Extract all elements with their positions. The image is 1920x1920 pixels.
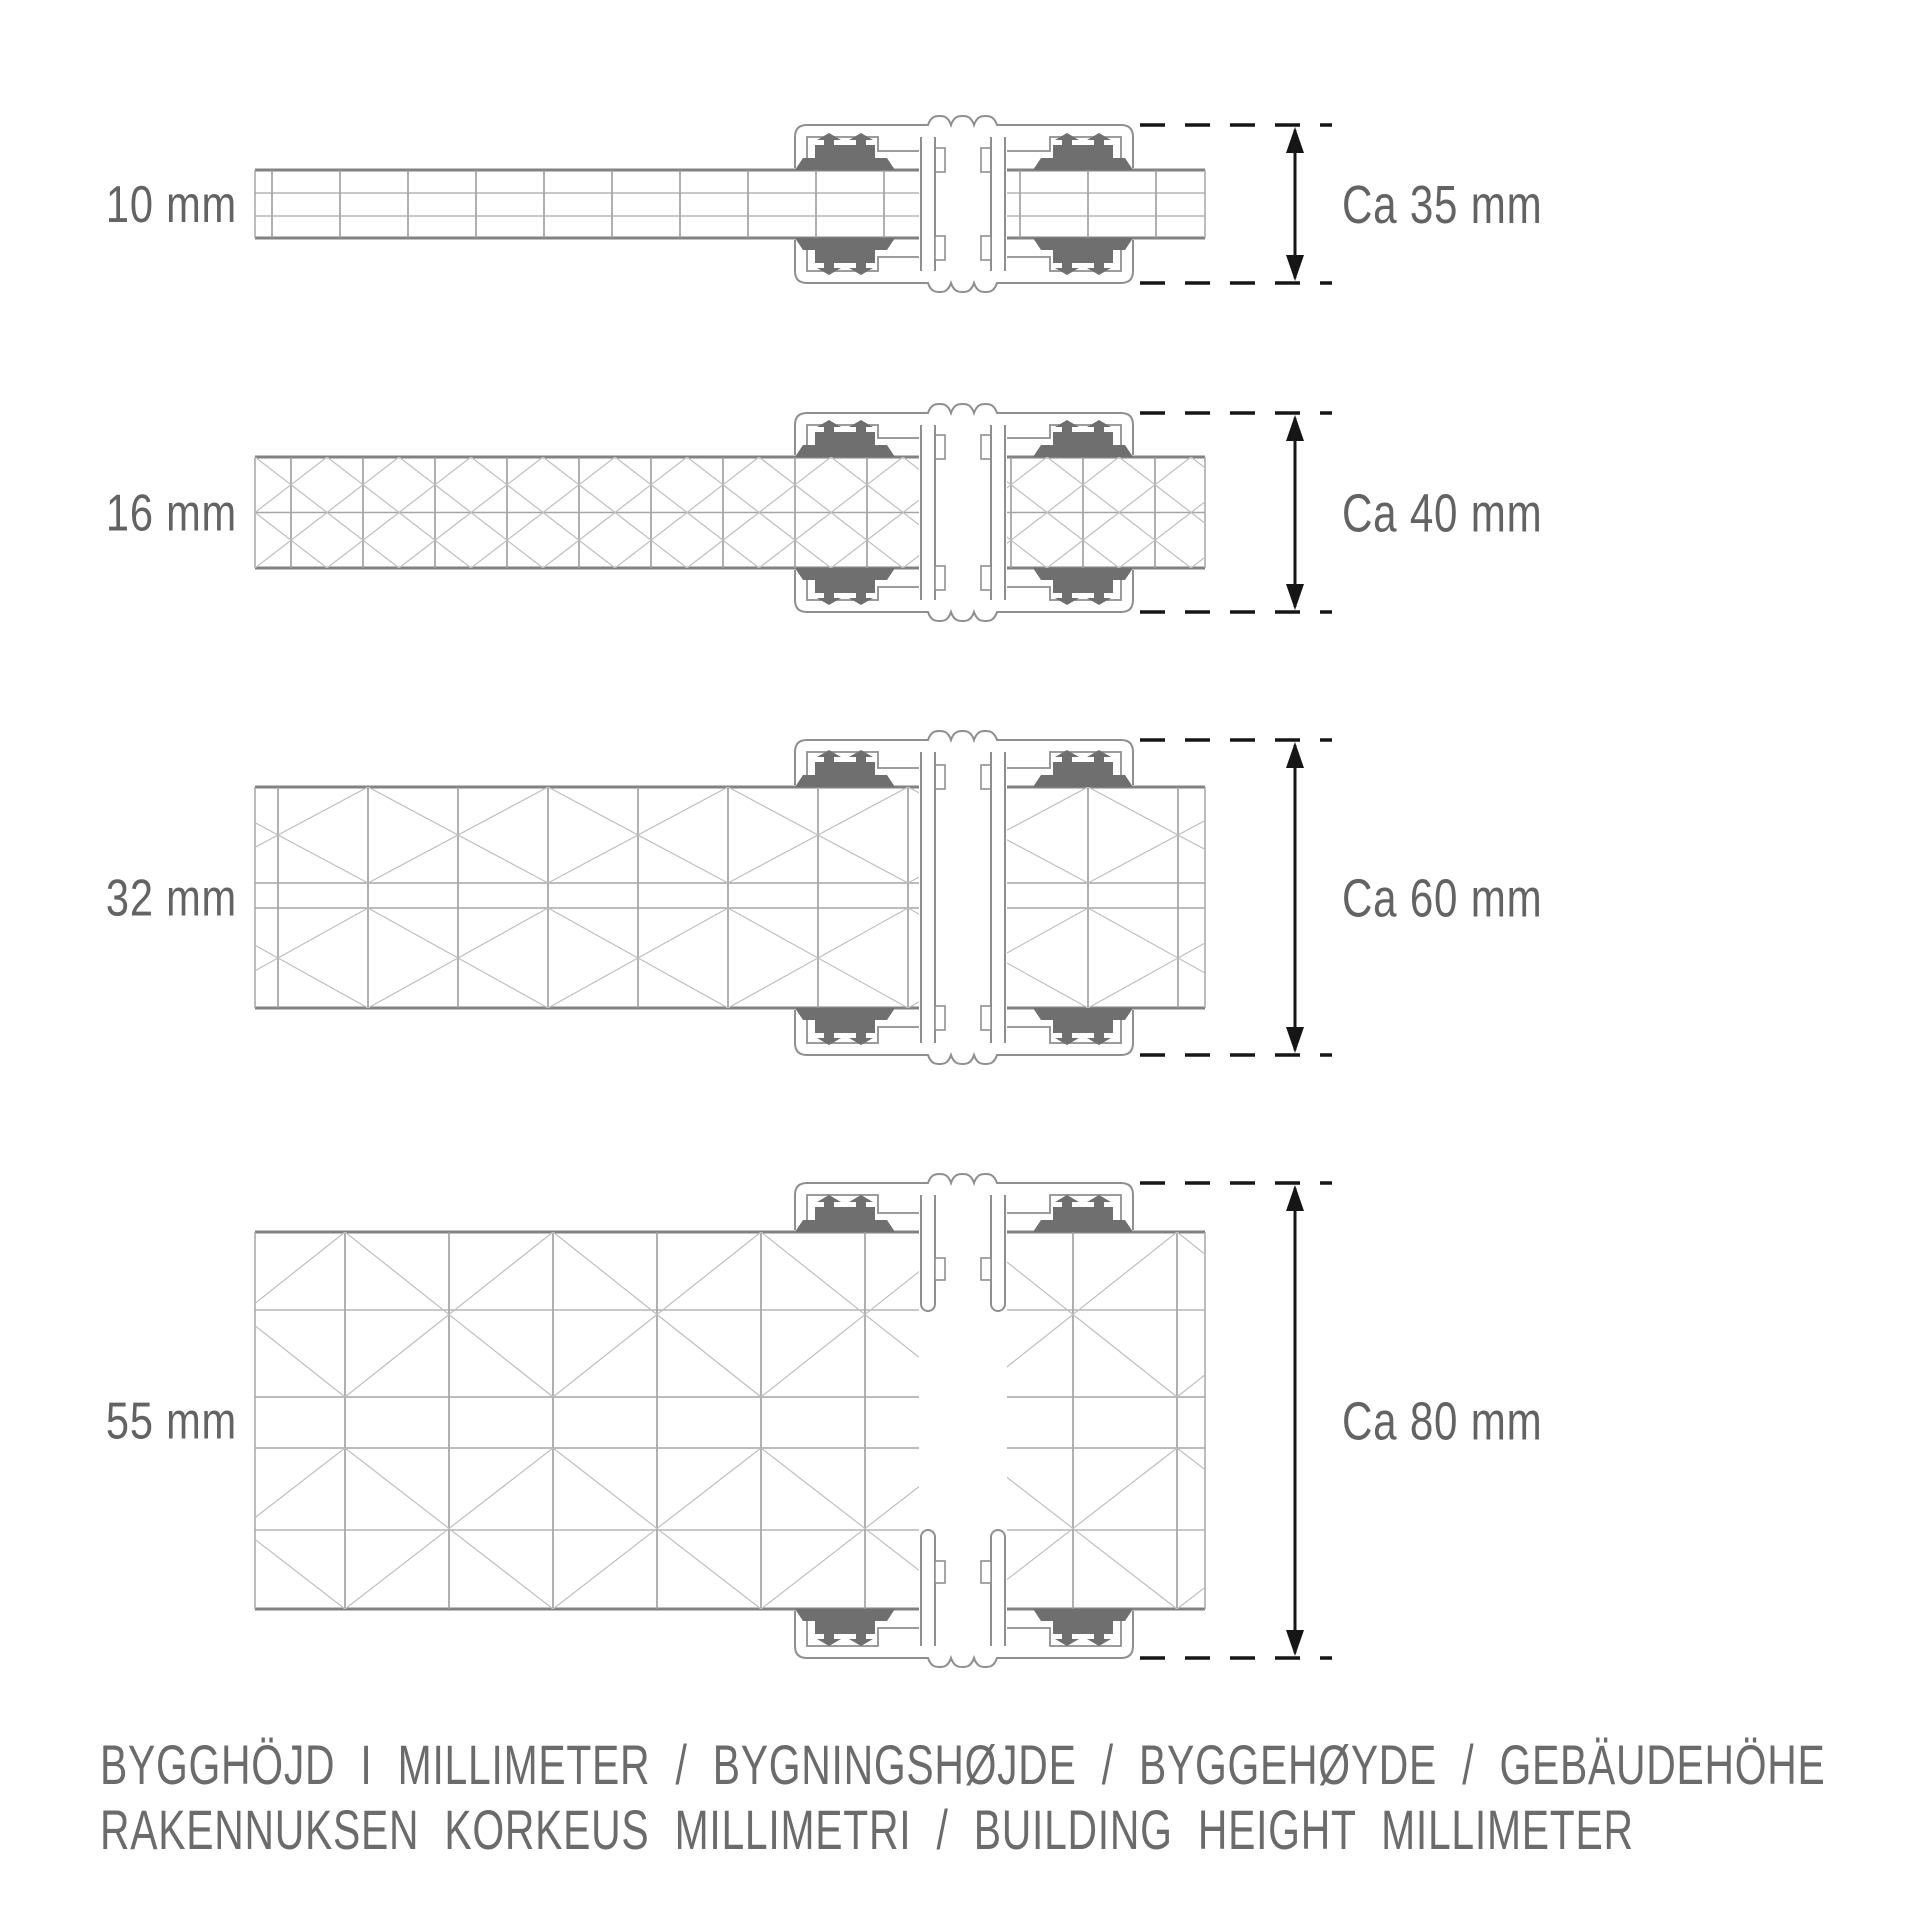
connector-profile xyxy=(795,1174,1133,1667)
screw-port xyxy=(935,1561,945,1583)
screw-port xyxy=(935,435,945,459)
building-height-label xyxy=(1342,175,1542,235)
screw-port xyxy=(935,1258,945,1280)
caption-line-2: RAKENNUKSEN KORKEUS MILLIMETRI / BUILDING HEIGHT MILLIMETER xyxy=(100,1798,1634,1861)
row-55mm xyxy=(106,1174,1543,1667)
connector-web xyxy=(921,752,1005,1043)
dimension-arrow xyxy=(1286,415,1304,610)
screw-port xyxy=(935,566,945,590)
building-height-label xyxy=(1342,484,1542,544)
panel-structure xyxy=(188,787,1268,1008)
panel-structure xyxy=(137,1232,1385,1609)
panel-thickness-label xyxy=(106,483,237,542)
panel-thickness-label xyxy=(106,868,237,927)
dimension-arrow xyxy=(1286,127,1304,281)
screw-port xyxy=(981,148,991,172)
svg-text:Ca 60 mm: Ca 60 mm xyxy=(1342,868,1543,929)
connector-profile xyxy=(795,116,1133,292)
svg-text:55 mm: 55 mm xyxy=(105,1391,238,1450)
panel-edges xyxy=(255,170,1205,238)
building-height-label xyxy=(1342,869,1542,929)
svg-text:16 mm: 16 mm xyxy=(105,483,238,542)
screw-port xyxy=(981,1258,991,1280)
dimension-arrow xyxy=(1286,742,1304,1053)
screw-port xyxy=(981,765,991,789)
screw-port xyxy=(935,236,945,260)
dimension-arrow xyxy=(1286,1185,1304,1656)
svg-text:Ca 35 mm: Ca 35 mm xyxy=(1342,175,1543,236)
row-10mm xyxy=(106,116,1543,292)
screw-port xyxy=(935,1006,945,1030)
svg-text:32 mm: 32 mm xyxy=(105,868,238,927)
screw-port xyxy=(981,1561,991,1583)
svg-text:Ca 80 mm: Ca 80 mm xyxy=(1342,1391,1543,1452)
panel-structure xyxy=(255,457,1263,568)
screw-port xyxy=(981,435,991,459)
screw-port xyxy=(981,236,991,260)
screw-port xyxy=(935,148,945,172)
screw-port xyxy=(981,566,991,590)
panel-thickness-label xyxy=(106,175,237,234)
building-height-label xyxy=(1342,1392,1542,1452)
row-32mm xyxy=(106,731,1543,1064)
panel-thickness-label xyxy=(106,1391,237,1450)
svg-text:10 mm: 10 mm xyxy=(105,174,238,234)
connector-web xyxy=(921,752,1005,1043)
caption-line-1: BYGGHÖJD I MILLIMETER / BYGNINGSHØJDE / BYGGEHØYDE / GEBÄUDEHÖHE xyxy=(100,1733,1826,1796)
panel-edges xyxy=(255,1232,1205,1609)
row-16mm xyxy=(106,404,1543,621)
screw-port xyxy=(981,1006,991,1030)
connector-profile xyxy=(795,731,1133,1064)
screw-port xyxy=(935,765,945,789)
panel-edges xyxy=(255,787,1205,1008)
svg-text:Ca 40 mm: Ca 40 mm xyxy=(1342,483,1543,544)
panel-structure xyxy=(255,170,1205,238)
